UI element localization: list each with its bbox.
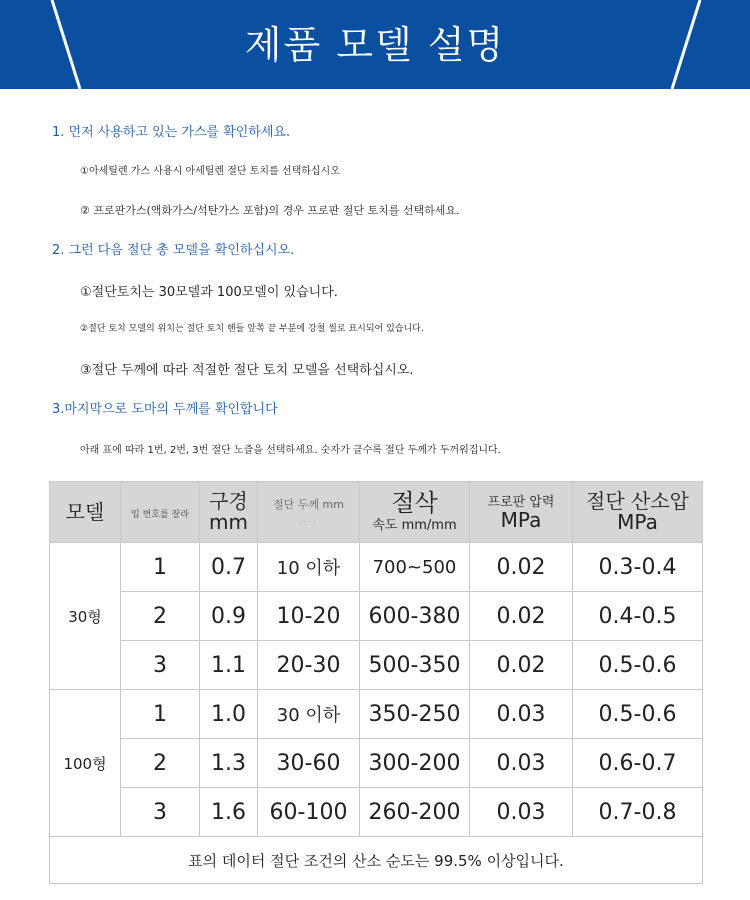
table-row (50, 788, 703, 837)
cell-oxygen: 0.6-0.7 (573, 739, 703, 788)
cell-thickness: 10 이하 (258, 543, 360, 592)
cell-thickness: 10-20 (258, 592, 360, 641)
cell-oxygen: 0.4-0.5 (573, 592, 703, 641)
table-header-row (50, 482, 703, 543)
table-row (50, 641, 703, 690)
cell-diameter: 1.1 (200, 641, 258, 690)
spec-table (49, 481, 703, 884)
cell-speed: 300-200 (360, 739, 470, 788)
cell-thickness: 20-30 (258, 641, 360, 690)
cell-diameter: 0.9 (200, 592, 258, 641)
cell-oxygen: 0.5-0.6 (573, 641, 703, 690)
cell-propane: 0.02 (470, 641, 573, 690)
step1-item-1: ①아세틸렌 가스 사용시 아세틸렌 절단 토치를 선택하십시오 (80, 166, 340, 177)
cell-nozzle: 1 (121, 690, 200, 739)
cell-propane: 0.03 (470, 739, 573, 788)
header-oxygen: 절단 산소압 MPa (573, 482, 703, 543)
table-footnote-row (50, 837, 703, 884)
table-footnote: 표의 데이터 절단 조건의 산소 순도는 99.5% 이상입니다. (50, 837, 703, 884)
table-row (50, 690, 703, 739)
cell-thickness: 30 이하 (258, 690, 360, 739)
cell-thickness: 60-100 (258, 788, 360, 837)
header-diameter: 구경 mm (200, 482, 258, 543)
step2-item-1: ①절단토치는 30모델과 100모델이 있습니다. (80, 285, 338, 300)
cell-speed: 350-250 (360, 690, 470, 739)
cell-nozzle: 3 (121, 788, 200, 837)
page-title: 제품 모델 설명 (244, 23, 506, 67)
header-propane: 프로판 압력 MPa (470, 482, 573, 543)
cell-thickness: 30-60 (258, 739, 360, 788)
cell-nozzle: 2 (121, 739, 200, 788)
step3-item-1: 아래 표에 따라 1번, 2번, 3번 절단 노즐을 선택하세요. 숫자가 클수록 절단 두께가 두꺼워집니다. (80, 445, 501, 456)
group-model-100: 100형 (50, 690, 121, 837)
cell-speed: 600-380 (360, 592, 470, 641)
table-row (50, 592, 703, 641)
header-model: 모델 (50, 482, 121, 543)
cell-nozzle: 2 (121, 592, 200, 641)
cell-oxygen: 0.7-0.8 (573, 788, 703, 837)
header-thickness: 절단 두께 mm :::: (258, 482, 360, 543)
cell-nozzle: 1 (121, 543, 200, 592)
cell-propane: 0.03 (470, 690, 573, 739)
cell-diameter: 1.0 (200, 690, 258, 739)
title-banner (0, 0, 750, 89)
group-model-30: 30형 (50, 543, 121, 690)
cell-propane: 0.02 (470, 543, 573, 592)
cell-diameter: 1.3 (200, 739, 258, 788)
cell-oxygen: 0.3-0.4 (573, 543, 703, 592)
table-row (50, 739, 703, 788)
step2-heading: 2. 그런 다음 절단 총 모델을 확인하십시오. (52, 243, 295, 258)
step3-heading: 3.마지막으로 도마의 두께를 확인합니다 (52, 402, 278, 417)
step1-heading: 1. 먼저 사용하고 있는 가스를 확인하세요. (52, 125, 291, 140)
cell-oxygen: 0.5-0.6 (573, 690, 703, 739)
cell-diameter: 0.7 (200, 543, 258, 592)
step1-item-2: ② 프로판가스(액화가스/석탄가스 포함)의 경우 프로판 절단 토치를 선택하세요. (80, 204, 460, 217)
cell-propane: 0.02 (470, 592, 573, 641)
cell-propane: 0.03 (470, 788, 573, 837)
step2-item-3: ③절단 두께에 따라 적절한 절단 토치 모델을 선택하십시오. (80, 363, 414, 378)
step2-item-2: ②절단 토치 모델의 위치는 절단 토치 핸들 앞쪽 끝 부분에 강철 씰로 표시되어 있습니다. (80, 324, 424, 334)
cell-speed: 260-200 (360, 788, 470, 837)
cell-speed: 700~500 (360, 543, 470, 592)
cell-diameter: 1.6 (200, 788, 258, 837)
header-speed: 절삭 속도 mm/mm (360, 482, 470, 543)
table-row (50, 543, 703, 592)
cell-speed: 500-350 (360, 641, 470, 690)
header-nozzle: 입 번호를 잘라 (121, 482, 200, 543)
cell-nozzle: 3 (121, 641, 200, 690)
